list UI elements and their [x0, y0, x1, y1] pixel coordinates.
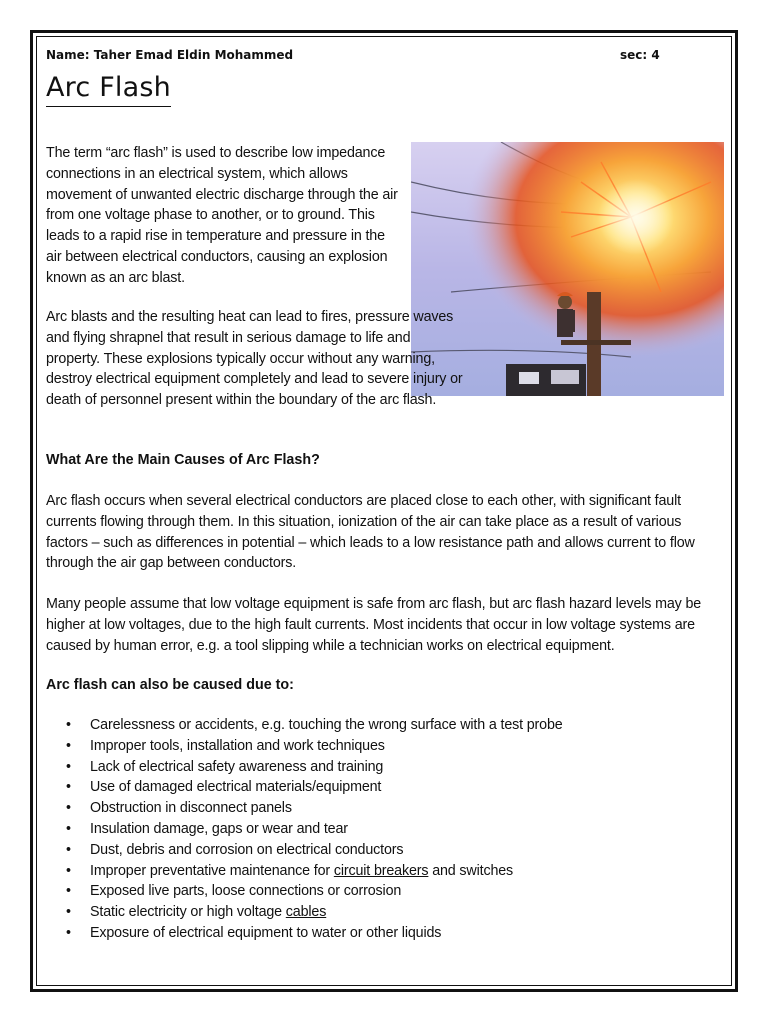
- flash-core: [598, 179, 674, 255]
- list-item: [46, 798, 563, 819]
- list-heading: Arc flash can also be caused due to:: [46, 677, 294, 693]
- bullet-icon: •: [66, 717, 71, 733]
- bullet-icon: •: [66, 737, 71, 754]
- list-item: [46, 777, 563, 798]
- section-number: sec: 4: [620, 48, 660, 62]
- list-item: [46, 840, 563, 861]
- bullet-icon: •: [66, 862, 71, 879]
- pole-crossarm: [561, 340, 631, 345]
- page-title: Arc Flash: [46, 72, 171, 107]
- list-item: [46, 861, 563, 882]
- intro-paragraph-1: The term “arc flash” is used to describe low impedance connections in an electrical system, which allows movement of unwanted electric discharge through the air from one voltage phase to another, or to ground. This leads to a rapid rise in temperature and pressure in the air between electrical conductors, causing an explosion known as an arc blast.: [46, 145, 398, 286]
- list-item-text: Dust, debris and corrosion on electrical conductors: [90, 841, 404, 858]
- list-item: [46, 715, 563, 736]
- student-name: Name: Taher Emad Eldin Mohammed: [46, 48, 294, 62]
- list-item-text: Lack of electrical safety awareness and training: [90, 758, 384, 775]
- bullet-icon: •: [66, 904, 71, 921]
- causes-paragraph-1: Arc flash occurs when several electrical conductors are placed close to each other, with significant fault currents flowing through them. In this situation, ionization of the air can take place as a result of various factors – such as differences in potential – which leads to a low resistance path and allows current to flow through the air gap between conductors.: [46, 493, 695, 572]
- list-item-text: Improper preventative maintenance for: [90, 862, 334, 879]
- bullet-icon: •: [66, 800, 71, 817]
- list-item-text: and switches: [428, 862, 514, 879]
- list-item: [46, 819, 563, 840]
- list-item-text: Improper tools, installation and work techniques: [90, 737, 385, 754]
- causes-list: [46, 715, 563, 944]
- causes-paragraph-2: Many people assume that low voltage equipment is safe from arc flash, but arc flash hazard levels may be higher at low voltages, due to the high fault currents. Most incidents that occur in low voltage systems are caused by human error, e.g. a tool slipping while a technician works on electrical equipment.: [46, 596, 702, 654]
- list-item-text: Insulation damage, gaps or wear and tear: [90, 820, 348, 837]
- causes-heading: What Are the Main Causes of Arc Flash?: [46, 452, 320, 468]
- list-item-text: Carelessness or accidents, e.g. touching the wrong surface with a test probe: [90, 717, 563, 733]
- bucket-truck: [506, 364, 586, 396]
- bullet-icon: •: [66, 883, 71, 900]
- list-item-text: Use of damaged electrical materials/equipment: [90, 779, 382, 796]
- list-item-text: Exposure of electrical equipment to water or other liquids: [90, 924, 442, 941]
- bullet-icon: •: [66, 758, 71, 775]
- list-item: [46, 757, 563, 778]
- bullet-icon: •: [66, 820, 71, 837]
- list-item-text: Exposed live parts, loose connections or corrosion: [90, 883, 402, 900]
- bullet-icon: •: [66, 841, 71, 858]
- circuit-breakers-link[interactable]: circuit breakers: [333, 862, 429, 879]
- list-item: [46, 923, 563, 944]
- list-item: [46, 881, 563, 902]
- cables-link[interactable]: cables: [285, 904, 327, 921]
- list-item: [46, 902, 563, 923]
- bullet-icon: •: [66, 779, 71, 796]
- intro-paragraph-2: Arc blasts and the resulting heat can lead to fires, pressure waves and flying shrapnel that result in serious damage to life and property. These explosions typically occur without any warning, destroy electrical equipment completely and lead to severe injury or death of personnel present within the boundary of the arc flash.: [46, 309, 463, 409]
- list-item-text: Obstruction in disconnect panels: [90, 800, 292, 817]
- list-item-text: Static electricity or high voltage: [90, 904, 286, 921]
- list-item: [46, 736, 563, 757]
- bullet-icon: •: [66, 924, 71, 941]
